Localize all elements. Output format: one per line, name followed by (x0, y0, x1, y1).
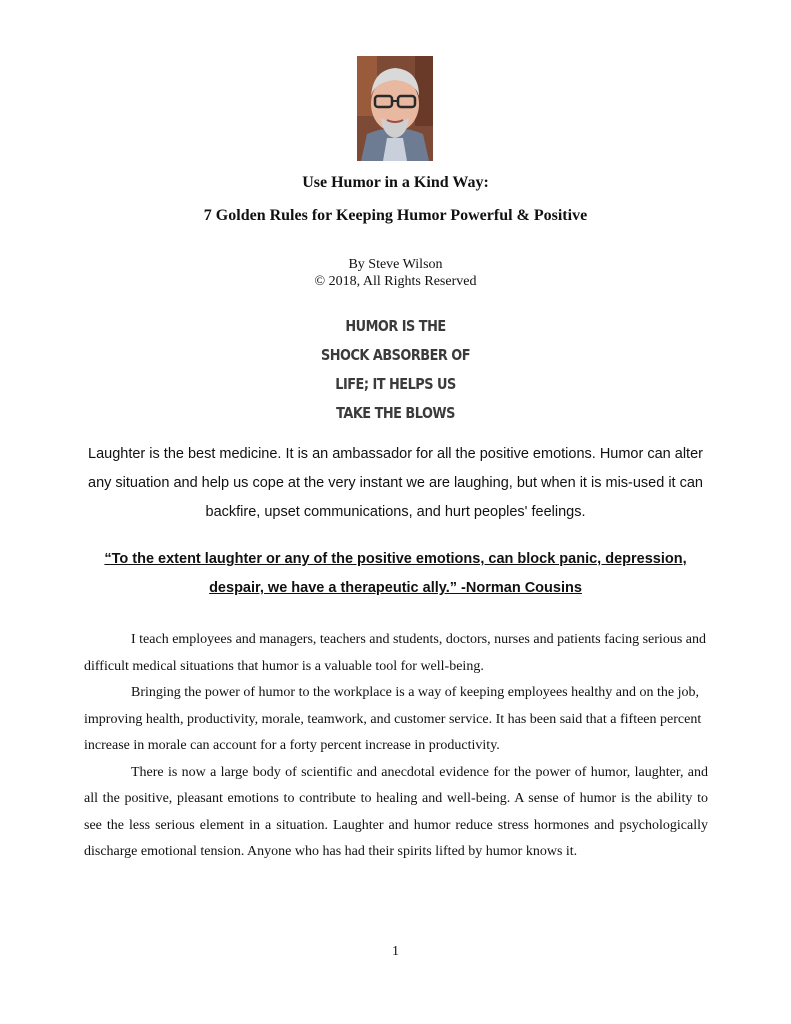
body-paragraph: I teach employees and managers, teachers and students, doctors, nurses and patients facing serious and difficult medical situations that humor is a valuable tool for well-being. (84, 632, 706, 674)
norman-cousins-quote: “To the extent laughter or any of the positive emotions, can block panic, depression, despair, we have a therapeutic ally.” -Norman Cousins (104, 551, 687, 596)
body-text (84, 627, 708, 866)
body-paragraph: There is now a large body of scientific and anecdotal evidence for the power of humor, laughter, and all the positive, pleasant emotions to contribute to healing and well-being. A sense of humor is the ability to see the less serious element in a situation. Laughter and humor reduce stress hormones and psychologically discharge emotional tension. Anyone who has had their spirits lifted by humor knows it. (84, 764, 708, 859)
humor-quote-graphic (55, 312, 735, 428)
quote-graphic-line: TAKE THE BLOWS (336, 404, 455, 422)
intro-paragraph: Laughter is the best medicine. It is an ambassador for all the positive emotions. Humor can alter any situation and help us cope at the very instant we are laughing, but when it is mis-used it can backfire, upset communications, and hurt peoples' feelings. (88, 446, 703, 520)
quote-graphic-line: HUMOR IS THE (345, 317, 446, 335)
byline (0, 256, 791, 290)
document-title-line-1: Use Humor in a Kind Way: (302, 174, 489, 191)
body-paragraph: Bringing the power of humor to the workplace is a way of keeping employees healthy and on the job, improving health, productivity, morale, teamwork, and customer service. It has been said that a fifteen percent increase in morale can account for a forty percent increase in productivity. (84, 685, 702, 753)
quote-graphic-line: SHOCK ABSORBER OF (320, 346, 471, 364)
copyright: © 2018, All Rights Reserved (314, 274, 477, 289)
author-photo (357, 56, 433, 161)
page-number: 1 (392, 944, 399, 959)
author: By Steve Wilson (348, 257, 443, 272)
document-title-line-2: 7 Golden Rules for Keeping Humor Powerful & Positive (203, 207, 588, 224)
quote-graphic-line: LIFE; IT HELPS US (335, 375, 456, 393)
